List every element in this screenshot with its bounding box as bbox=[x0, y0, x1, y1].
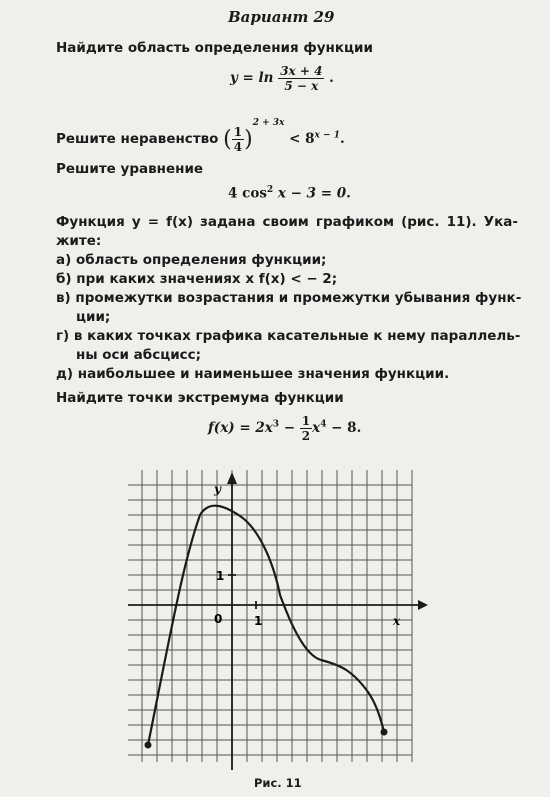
task2-fraction bbox=[232, 125, 244, 154]
function-graph bbox=[128, 470, 428, 770]
task1-fraction bbox=[278, 64, 324, 93]
task2-text: Решите неравенство bbox=[56, 131, 219, 147]
task1-frac-den: 5 − x bbox=[284, 79, 319, 93]
task5-frac-den: 2 bbox=[301, 429, 311, 443]
task5-formula-b: x bbox=[312, 420, 321, 436]
task4-item-c1: в) промежутки возрастания и промежутки убывания функ- bbox=[56, 290, 522, 306]
task1-formula bbox=[230, 64, 334, 93]
task1-text: Найдите область определения функции bbox=[56, 40, 373, 56]
task2-exp1: 2 + 3x bbox=[252, 118, 285, 128]
task5-frac-num: 1 bbox=[301, 414, 311, 428]
task2-rel: < 8 bbox=[289, 131, 315, 147]
curve-end-point bbox=[381, 729, 388, 736]
x-axis-arrow bbox=[418, 600, 428, 610]
function-curve bbox=[148, 506, 384, 745]
task2-frac-num: 1 bbox=[233, 125, 243, 139]
task3-formula bbox=[228, 185, 351, 202]
task5-formula bbox=[208, 414, 361, 443]
task4-intro-line1: Функция y = f(x) задана своим графиком (рис. 11). Ука- bbox=[56, 214, 518, 230]
task3-formula-b: x − 3 = 0. bbox=[277, 185, 351, 202]
task1-end: . bbox=[329, 70, 334, 86]
curve-start-point bbox=[145, 742, 152, 749]
y-axis-label: y bbox=[214, 482, 221, 496]
task2-line bbox=[56, 118, 345, 154]
x-axis-label: x bbox=[393, 614, 401, 628]
task5-text: Найдите точки экстремума функции bbox=[56, 390, 344, 406]
variant-title: Вариант 29 bbox=[228, 8, 335, 26]
task3-text: Решите уравнение bbox=[56, 161, 204, 177]
task4-item-d2: ны оси абсцисс; bbox=[76, 347, 202, 363]
figure-caption: Рис. 11 bbox=[254, 776, 302, 790]
task5-exp2: 4 bbox=[320, 419, 327, 430]
task5-exp1: 3 bbox=[272, 419, 280, 430]
task5-formula-a: f(x) = 2x bbox=[208, 420, 273, 436]
task4-intro-line2: жите: bbox=[56, 233, 102, 249]
origin-label: 0 bbox=[214, 612, 223, 626]
task4-item-d1: г) в каких точках графика касательные к нему параллель- bbox=[56, 328, 521, 344]
task2-formula: ( $\frac{1}{4}$ )$^{2 + 3x} < 8^{x - 1}$. bbox=[223, 118, 345, 154]
task2-exp2: x − 1 bbox=[314, 130, 340, 141]
task5-fraction bbox=[300, 414, 312, 443]
task2-frac-den: 4 bbox=[233, 140, 243, 154]
task5-minus: − bbox=[279, 420, 300, 436]
task4-item-b: б) при каких значениях x f(x) < − 2; bbox=[56, 271, 338, 287]
y-axis-arrow bbox=[227, 472, 237, 484]
task1-lhs: y = ln bbox=[230, 70, 274, 86]
task2-end: . bbox=[339, 131, 345, 147]
x-tick-label: 1 bbox=[254, 614, 263, 628]
task4-item-c2: ции; bbox=[76, 309, 111, 325]
task3-exp: 2 bbox=[266, 185, 274, 195]
graph-grid bbox=[128, 470, 412, 762]
task3-formula-a: 4 cos bbox=[228, 185, 267, 202]
y-tick-label: 1 bbox=[216, 569, 225, 583]
task4-item-a: а) область определения функции; bbox=[56, 252, 327, 268]
task1-frac-num: 3x + 4 bbox=[280, 64, 323, 78]
task4-item-e: д) наибольшее и наименьшее значения функции. bbox=[56, 366, 450, 382]
task5-formula-c: − 8. bbox=[326, 420, 362, 436]
